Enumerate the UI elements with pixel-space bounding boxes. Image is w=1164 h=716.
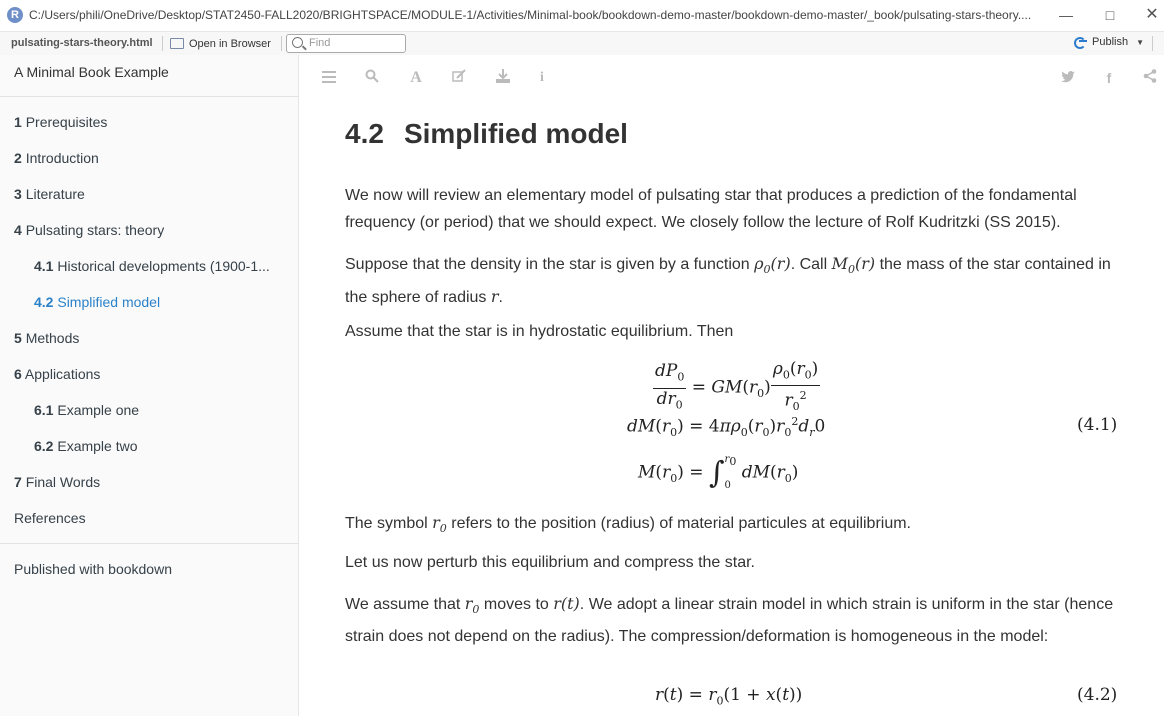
math-r: r [490, 287, 499, 307]
toc-label: Literature [25, 186, 85, 202]
toc-label: Prerequisites [25, 114, 108, 130]
browser-window-icon [170, 38, 184, 49]
paragraph-strain-model [345, 590, 1115, 650]
publish-icon [1074, 36, 1088, 48]
text-span: The symbol [345, 515, 433, 532]
toolbar-divider [281, 36, 282, 51]
book-content [299, 55, 1164, 716]
twitter-icon[interactable] [1059, 69, 1077, 87]
math-M0-r: $M_0(r)$ [831, 254, 876, 277]
font-icon[interactable]: A [410, 69, 422, 86]
minimize-icon[interactable]: — [1059, 7, 1073, 23]
find-box [286, 34, 406, 53]
toc-number: 6 [14, 366, 22, 382]
book-title[interactable]: A Minimal Book Example [14, 64, 169, 80]
paragraph-perturb: Let us now perturb this equilibrium and compress the star. [345, 554, 755, 571]
edit-icon[interactable] [450, 69, 468, 87]
sidebar-item-example-two[interactable] [34, 438, 138, 454]
published-with-bookdown-link[interactable]: Published with bookdown [14, 561, 172, 577]
sidebar-item-references[interactable] [14, 510, 86, 526]
fraction: $\frac{dP_0}{dr_0}$ [655, 361, 685, 412]
paragraph-symbol-r0 [345, 509, 1115, 542]
close-icon[interactable]: ✕ [1145, 6, 1159, 23]
section-number: 4.2 [345, 118, 384, 149]
fraction: $\frac{\rho_0(r_0)}{r_0^2}$ [772, 359, 819, 414]
math-r0: $r_0$ [432, 513, 447, 536]
toc-number: 6.2 [34, 438, 54, 454]
window-title-bar [0, 0, 1164, 30]
equation-number-4-2: (4.2) [1077, 685, 1118, 705]
toc-label: Simplified model [57, 294, 161, 310]
text-span: Suppose that the density in the star is given by a function [345, 256, 755, 273]
text-span: . Call [790, 256, 832, 273]
toc-number: 2 [14, 150, 22, 166]
search-icon [292, 37, 303, 48]
menu-icon[interactable] [320, 69, 338, 87]
text-span: We assume that [345, 596, 465, 613]
toc-label: Methods [25, 330, 80, 346]
paragraph-intro: We now will review an elementary model of pulsating star that produces a prediction of the fondamental frequency (or period) that we should expect. We closely follow the lecture of Rolf Kudritzki (SS 2015). [345, 187, 1077, 231]
sidebar-item-methods[interactable] [14, 330, 79, 346]
text-span: . [498, 289, 503, 307]
toc-number: 4 [14, 222, 22, 238]
publish-label: Publish [1092, 36, 1129, 48]
download-icon[interactable] [494, 69, 512, 87]
sidebar-item-simplified-model[interactable] [34, 294, 160, 310]
maximize-icon[interactable]: □ [1105, 7, 1115, 23]
integral-limits: $r_0$ 0 [724, 454, 737, 491]
sidebar-divider [0, 543, 298, 544]
sidebar-item-applications[interactable] [14, 366, 100, 382]
facebook-icon[interactable]: f [1106, 70, 1112, 86]
toc-number: 1 [14, 114, 22, 130]
integral-sign: ∫ [708, 455, 725, 491]
math-r0: $r_0$ [464, 594, 480, 617]
toolbar-divider [162, 36, 163, 51]
sidebar-item-introduction[interactable] [14, 150, 99, 166]
toc-label: Pulsating stars: theory [25, 222, 165, 238]
toc-number: 4.2 [34, 294, 54, 310]
section-heading [345, 118, 628, 150]
toc-label: Applications [24, 366, 101, 382]
equation-number-4-1: (4.1) [1077, 415, 1118, 435]
toc-number: 5 [14, 330, 22, 346]
sidebar-item-example-one[interactable] [34, 402, 139, 418]
section-title: Simplified model [403, 118, 628, 149]
window-title: C:/Users/phili/OneDrive/Desktop/STAT2450-FALL2020/BRIGHTSPACE/MODULE-1/Activities/Minimal-book/bookdown-demo-master/bookdown-demo-master/_book/pulsating-stars-theory.... [29, 8, 1032, 22]
equation-line-2: $dM(r_0) = 4\pi\rho_0(r_0)r_0^2d_r0$ [627, 415, 826, 440]
math-rho0-r: $\rho_0(r)$ [754, 254, 791, 277]
text-span: moves to [479, 596, 554, 613]
sidebar-item-final-words[interactable] [14, 474, 100, 490]
equation-line-3: $M(r_0) = \int r_0$ 0 $dM(r_0)$ [638, 448, 798, 498]
paragraph-hydrostatic: Assume that the star is in hydrostatic equilibrium. Then [345, 323, 734, 340]
equation-line-1: $\frac{dP_0}{dr_0}$ = $GM(r_0)$ $\frac{\rho_0(r_0)}{r_0^2}$ [653, 359, 820, 417]
share-icon[interactable] [1141, 69, 1159, 87]
toc-number: 4.1 [34, 258, 54, 274]
text-span: refers to the position (radius) of material particules at equilibrium. [446, 515, 911, 532]
equation-4-2: $r(t) = r_0(1 + x(t))$ [655, 685, 803, 708]
sidebar-item-literature[interactable] [14, 186, 85, 202]
search-icon[interactable] [363, 69, 381, 87]
toc-label: Example two [57, 438, 138, 454]
info-icon[interactable]: i [540, 70, 544, 85]
toc-label: References [14, 510, 86, 526]
publish-button[interactable] [1074, 36, 1144, 48]
viewer-file-name: pulsating-stars-theory.html [11, 37, 153, 49]
toc-number: 3 [14, 186, 22, 202]
toc-number: 7 [14, 474, 22, 490]
book-sidebar [0, 55, 299, 716]
sidebar-item-prerequisites[interactable] [14, 114, 107, 130]
toc-label: Example one [57, 402, 140, 418]
math-r-t: r(t) [553, 594, 580, 613]
toc-number: 6.1 [34, 402, 54, 418]
r-app-icon: R [7, 7, 23, 23]
open-in-browser-label: Open in Browser [189, 37, 271, 50]
open-in-browser-button[interactable] [170, 35, 271, 52]
viewer-toolbar [0, 31, 1164, 56]
sidebar-item-historical-developments[interactable] [34, 258, 284, 274]
toc-label: Historical developments (1900-1... [57, 258, 270, 274]
toolbar-divider [1152, 36, 1153, 51]
find-input[interactable] [309, 36, 399, 50]
chevron-down-icon: ▼ [1136, 37, 1144, 47]
toc-label: Final Words [25, 474, 101, 490]
text-span: the mass of the star contained in the sphere of radius [345, 256, 1111, 307]
text-span: . We adopt a linear strain model in which strain is uniform in the star (hence strain does not depend on the radius). The compression/deformation is homogeneous in the model: [345, 596, 1114, 646]
paragraph-density [345, 250, 1115, 311]
toc-label: Introduction [25, 150, 99, 166]
sidebar-item-pulsating-stars[interactable] [14, 222, 164, 238]
sidebar-divider [0, 96, 298, 97]
